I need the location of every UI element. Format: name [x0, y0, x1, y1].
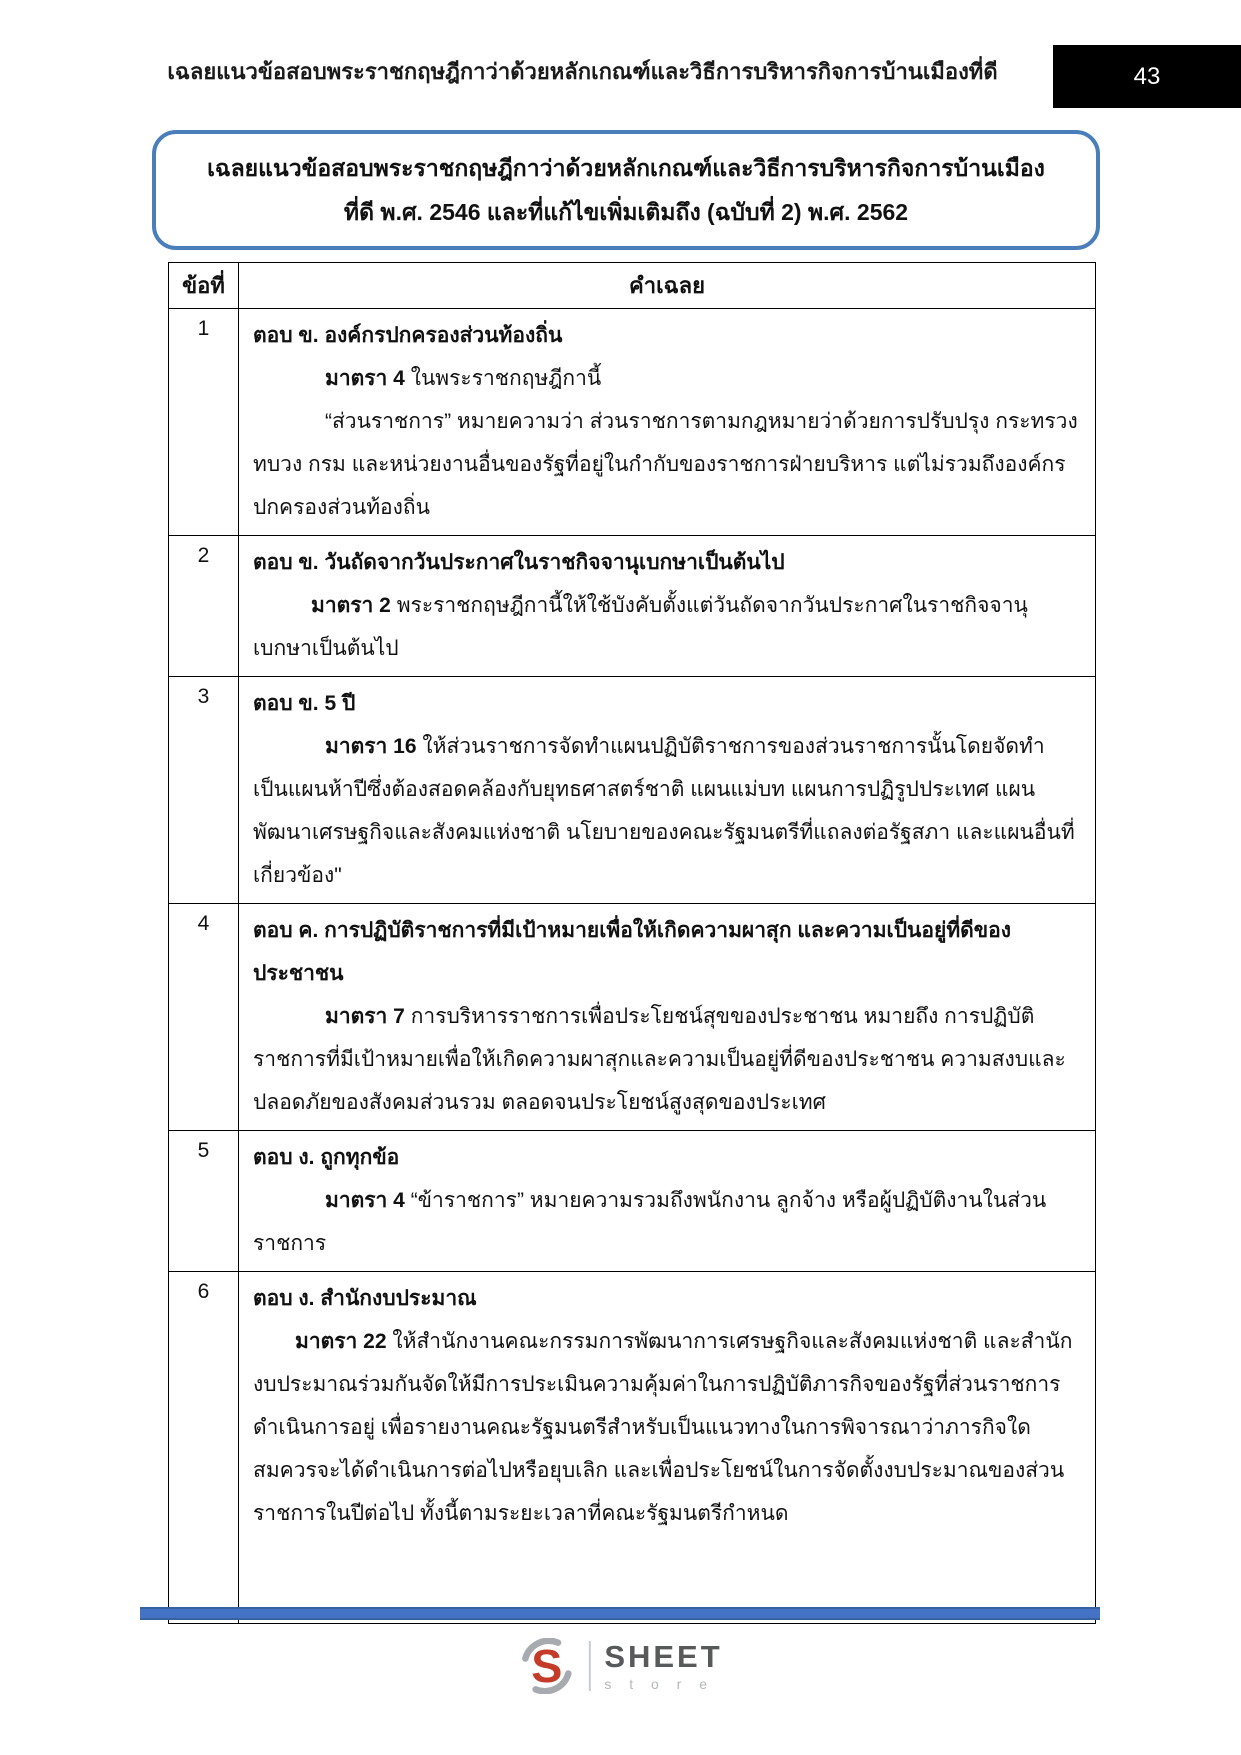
paragraph-text: ให้ส่วนราชการจัดทำแผนปฏิบัติราชการของส่วนราชการนั้นโดยจัดทำเป็นแผนห้าปีซึ่งต้องสอดคล้องกับยุทธศาสตร์ชาติ แผนแม่บท แผนการปฏิรูปประเทศ แผนพัฒนาเศรษฐกิจและสังคมแห่งชาติ นโยบายของคณะรัฐมนตรีที่แถลงต่อรัฐสภา และแผนอื่นที่เกี่ยวข้อง"	[253, 735, 1075, 887]
table-header-row	[169, 263, 1096, 309]
answer-cell	[239, 677, 1096, 904]
law-reference: มาตรา 22	[295, 1330, 387, 1353]
law-reference: มาตรา 4	[325, 367, 405, 390]
exam-title-box	[152, 130, 1100, 250]
law-paragraph	[253, 1179, 1079, 1265]
column-header-no: ข้อที่	[169, 263, 239, 309]
paragraph-text: การบริหารราชการเพื่อประโยชน์สุขของประชาชน หมายถึง การปฏิบัติราชการที่มีเป้าหมายเพื่อให้เกิดความผาสุกและความเป็นอยู่ที่ดีของประชาชน ความสงบและปลอดภัยของสังคมส่วนรวม ตลอดจนประโยชน์สูงสุดของประเทศ	[253, 1005, 1066, 1114]
s-logo-icon	[518, 1638, 574, 1694]
svg-text:S: S	[530, 1639, 562, 1692]
brand-text	[604, 1641, 722, 1691]
row-number: 6	[169, 1272, 239, 1624]
brand-subtitle: s t o r e	[604, 1676, 715, 1692]
page-header-title: เฉลยแนวข้อสอบพระราชกฤษฎีกาว่าด้วยหลักเกณฑ์และวิธีการบริหารกิจการบ้านเมืองที่ดี	[167, 59, 998, 84]
paragraph-text: “ข้าราชการ” หมายความรวมถึงพนักงาน ลูกจ้าง หรือผู้ปฏิบัติงานในส่วนราชการ	[253, 1189, 1047, 1255]
answer-text: ตอบ ง. ถูกทุกข้อ	[253, 1146, 400, 1169]
row-number: 4	[169, 904, 239, 1131]
law-reference: มาตรา 2	[311, 594, 391, 617]
footer-divider-bar	[140, 1607, 1100, 1620]
answer-text: ตอบ ข. 5 ปี	[253, 692, 356, 715]
law-reference: มาตรา 7	[325, 1005, 405, 1028]
paragraph-text: ในพระราชกฤษฎีกานี้	[404, 367, 602, 390]
table-row	[169, 677, 1096, 904]
answer-text: ตอบ ง. สำนักงบประมาณ	[253, 1287, 477, 1310]
table-row	[169, 536, 1096, 677]
law-reference: มาตรา 4	[325, 1189, 405, 1212]
answer-text: ตอบ ข. องค์กรปกครองส่วนท้องถิ่น	[253, 324, 563, 347]
row-number: 1	[169, 309, 239, 536]
answers-table	[168, 262, 1096, 1624]
paragraph-text: ให้สำนักงานคณะกรรมการพัฒนาการเศรษฐกิจและสังคมแห่งชาติ และสำนักงบประมาณร่วมกันจัดให้มีการประเมินความคุ้มค่าในการปฏิบัติภารกิจของรัฐที่ส่วนราชการดำเนินการอยู่ เพื่อรายงานคณะรัฐมนตรีสำหรับเป็นแนวทางในการพิจารณาว่าภารกิจใดสมควรจะได้ดำเนินการต่อไปหรือยุบเลิก และเพื่อประโยชน์ในการจัดตั้งงบประมาณของส่วนราชการในปีต่อไป ทั้งนี้ตามระยะเวลาที่คณะรัฐมนตรีกำหนด	[253, 1330, 1073, 1525]
row-number: 5	[169, 1131, 239, 1272]
row-number: 2	[169, 536, 239, 677]
page-number-badge	[1053, 45, 1241, 108]
table-row	[169, 1131, 1096, 1272]
brand-name: SHEET	[604, 1639, 723, 1674]
paragraph-text: “ส่วนราชการ” หมายความว่า ส่วนราชการตามกฎหมายว่าด้วยการปรับปรุง กระทรวง ทบวง กรม และหน่วยงานอื่นของรัฐที่อยู่ในกำกับของราชการฝ่ายบริหาร แต่ไม่รวมถึงองค์กรปกครองส่วนท้องถิ่น	[253, 410, 1078, 519]
answer-cell	[239, 904, 1096, 1131]
answer-cell	[239, 1272, 1096, 1624]
table-row	[169, 1272, 1096, 1624]
law-paragraph	[253, 725, 1079, 897]
law-paragraph	[253, 995, 1079, 1124]
table-row	[169, 904, 1096, 1131]
row-number: 3	[169, 677, 239, 904]
table-row	[169, 309, 1096, 536]
column-header-answer: คำเฉลย	[239, 263, 1096, 309]
answer-cell	[239, 536, 1096, 677]
paragraph-text: พระราชกฤษฎีกานี้ให้ใช้บังคับตั้งแต่วันถัดจากวันประกาศในราชกิจจานุเบกษาเป็นต้นไป	[253, 594, 1028, 660]
page-number: 43	[1133, 62, 1161, 90]
answer-cell	[239, 309, 1096, 536]
answer-text: ตอบ ข. วันถัดจากวันประกาศในราชกิจจานุเบกษาเป็นต้นไป	[253, 551, 785, 574]
answer-text: ตอบ ค. การปฏิบัติราชการที่มีเป้าหมายเพื่อให้เกิดความผาสุก และความเป็นอยู่ที่ดีของประชาชน	[253, 919, 1012, 985]
answer-cell	[239, 1131, 1096, 1272]
law-paragraph	[253, 357, 1079, 400]
logo-divider	[588, 1641, 590, 1691]
brand-logo	[518, 1638, 722, 1694]
law-paragraph	[253, 400, 1079, 529]
law-paragraph	[253, 1320, 1079, 1535]
exam-title-text: เฉลยแนวข้อสอบพระราชกฤษฎีกาว่าด้วยหลักเกณฑ์และวิธีการบริหารกิจการบ้านเมืองที่ดี พ.ศ. 2546 และที่แก้ไขเพิ่มเติมถึง (ฉบับที่ 2) พ.ศ. 2562	[207, 155, 1045, 225]
law-reference: มาตรา 16	[325, 735, 417, 758]
law-paragraph	[253, 584, 1079, 670]
